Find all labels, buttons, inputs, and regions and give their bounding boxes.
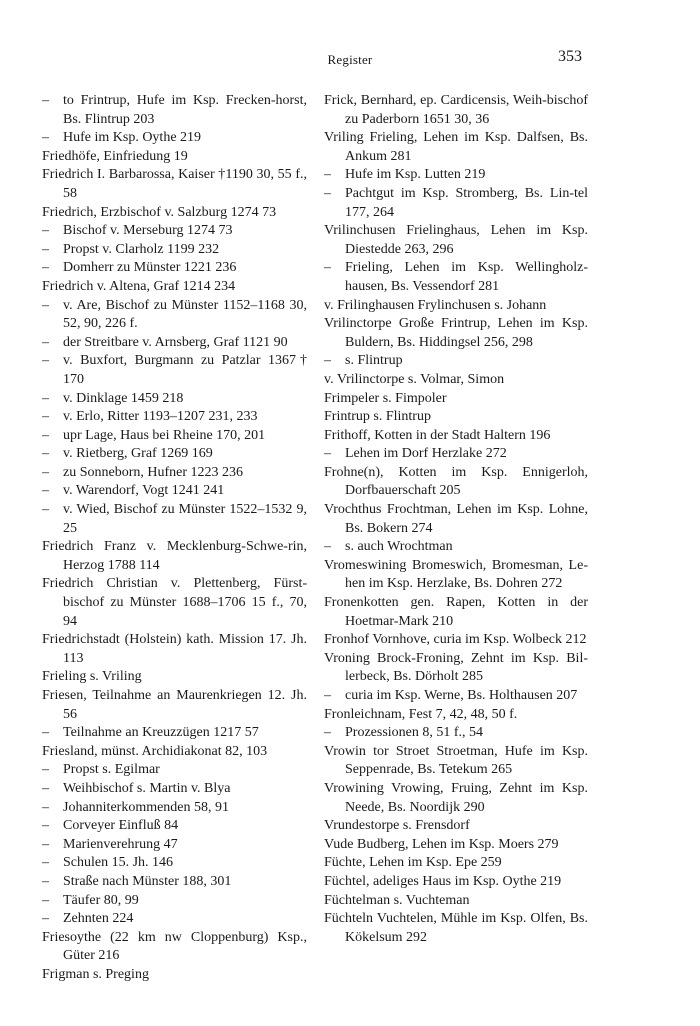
index-entry [324,408,588,427]
entry-text: Friesoythe (22 km nw Cloppenburg) Ksp., Güter 216 [42,929,307,964]
entry-text: Täufer 80, 99 [63,892,139,908]
entry-text: s. Flintrup [345,353,403,369]
subentry-dash: – [42,390,49,406]
index-subentry [324,166,588,185]
subentry-dash: – [42,223,49,239]
index-entry [324,836,588,855]
index-entry [324,817,588,836]
subentry-dash: – [42,409,49,425]
entry-text: Füchte, Lehen im Ksp. Epe 259 [324,855,502,871]
entry-text: Friesen, Teilnahme an Maurenkriegen 12. Jh. 56 [42,688,307,722]
subentry-dash: – [42,483,49,499]
index-entry [324,706,588,725]
left-column [42,92,307,985]
entry-text: s. auch Wrochtman [345,539,453,555]
subentry-dash: – [42,353,49,369]
subentry-dash: – [42,873,49,889]
entry-text: Prozessionen 8, 51 f., 54 [345,725,484,741]
index-subentry [42,892,307,911]
subentry-dash: – [42,725,49,741]
entry-text: Fronleichnam, Fest 7, 42, 48, 50 f. [324,706,518,722]
subentry-dash: – [324,539,331,555]
subentry-dash: – [324,446,331,462]
entry-text: upr Lage, Haus bei Rheine 170, 201 [63,427,266,443]
index-subentry [324,352,588,371]
entry-text: Marienverehrung 47 [63,836,178,852]
index-subentry [42,501,307,538]
index-entry [42,538,307,575]
entry-text: zu Sonneborn, Hufner 1223 236 [63,464,244,480]
index-subentry [324,445,588,464]
index-entry [324,650,588,687]
subentry-dash: – [42,446,49,462]
entry-text: v. Wied, Bischof zu Münster 1522–1532 9, 25 [63,502,307,536]
entry-text: Frohne(n), Kotten im Ksp. Ennigerloh, Dorfbauerschaft 205 [324,464,588,499]
entry-text: v. Frilinghausen Frylinchusen s. Johann [324,297,547,313]
entry-text: Bischof v. Merseburg 1274 73 [63,223,233,239]
entry-text: Frigman s. Preging [42,966,149,982]
index-entry [324,743,588,780]
index-entry [324,780,588,817]
index-subentry [42,445,307,464]
entry-text: Frieling s. Vriling [42,669,142,685]
entry-text: Füchtel, adeliges Haus im Ksp. Oythe 219 [324,873,562,889]
entry-text: Propst v. Clarholz 1199 232 [63,241,220,257]
subentry-dash: – [42,911,49,927]
right-column [324,92,588,947]
index-subentry [42,241,307,260]
subentry-dash: – [324,185,331,201]
index-subentry [42,259,307,278]
subentry-dash: – [324,353,331,369]
index-entry [324,910,588,947]
index-entry [42,929,307,966]
index-entry [42,668,307,687]
index-entry [324,854,588,873]
entry-text: v. Rietberg, Graf 1269 169 [63,446,213,462]
entry-text: der Streitbare v. Arnsberg, Graf 1121 90 [63,334,288,350]
index-entry [324,501,588,538]
subentry-dash: – [42,427,49,443]
entry-text: v. Buxfort, Burgmann zu Patzlar 1367† 170 [63,353,307,387]
subentry-dash: – [42,836,49,852]
entry-text: v. Dinklage 1459 218 [63,390,184,406]
entry-text: Weihbischof s. Martin v. Blya [63,780,231,796]
index-subentry [324,185,588,222]
entry-text: Vude Budberg, Lehen im Ksp. Moers 279 [324,836,559,852]
index-subentry [42,352,307,389]
index-entry [42,204,307,223]
entry-text: Hufe im Ksp. Lutten 219 [345,167,486,183]
subentry-dash: – [42,855,49,871]
subentry-dash: – [42,762,49,778]
entry-text: v. Vrilinctorpe s. Volmar, Simon [324,371,505,387]
entry-text: Füchteln Vuchtelen, Mühle im Ksp. Olfen, Bs. Kökelsum 292 [324,911,588,945]
entry-text: to Frintrup, Hufe im Ksp. Frecken-horst, Bs. Flintrup 203 [63,93,307,127]
entry-text: Frithoff, Kotten in der Stadt Haltern 196 [324,427,551,443]
entry-text: Friedrich, Erzbischof v. Salzburg 1274 73 [42,204,277,220]
index-entry [324,315,588,352]
index-subentry [42,222,307,241]
index-subentry [324,724,588,743]
entry-text: Corveyer Einfluß 84 [63,818,179,834]
index-entry [324,92,588,129]
index-subentry [42,817,307,836]
entry-text: Friedrich Christian v. Plettenberg, Fürst-bischof zu Münster 1688–1706 15 f., 70, 94 [42,576,307,629]
entry-text: Propst s. Egilmar [63,762,160,778]
entry-text: Straße nach Münster 188, 301 [63,873,232,889]
entry-text: v. Are, Bischof zu Münster 1152–1168 30, 52, 90, 226 f. [63,297,307,332]
index-subentry [324,538,588,557]
entry-text: Vrundestorpe s. Frensdorf [324,818,470,834]
entry-text: Frimpeler s. Fimpoler [324,390,447,406]
index-subentry [42,724,307,743]
entry-text: Lehen im Dorf Herzlake 272 [345,446,507,462]
entry-text: curia im Ksp. Werne, Bs. Holthausen 207 [345,688,578,703]
entry-text: Vrowining Vrowing, Fruing, Zehnt im Ksp. Neede, Bs. Noordijk 290 [324,780,588,815]
index-subentry [42,427,307,446]
subentry-dash: – [42,130,49,146]
subentry-dash: – [42,780,49,796]
index-subentry [42,836,307,855]
entry-text: Friedhöfe, Einfriedung 19 [42,148,188,164]
entry-text: Johanniterkommenden 58, 91 [63,799,230,815]
index-subentry [42,761,307,780]
entry-text: Zehnten 224 [63,911,134,927]
index-subentry [42,464,307,483]
page-number: 353 [558,48,582,65]
index-subentry [42,129,307,148]
index-entry [324,892,588,911]
index-entry [42,166,307,203]
subentry-dash: – [42,93,49,108]
entry-text: Pachtgut im Ksp. Stromberg, Bs. Lin-tel 177, 264 [345,185,588,220]
subentry-dash: – [42,241,49,257]
entry-text: v. Erlo, Ritter 1193–1207 231, 233 [63,409,258,425]
index-entry [324,390,588,409]
index-entry [324,594,588,631]
entry-text: Friedrich I. Barbarossa, Kaiser †1190 30, 55 f., 58 [42,167,307,201]
entry-text: Friedrichstadt (Holstein) kath. Mission 17. Jh. 113 [42,632,307,666]
entry-text: v. Warendorf, Vogt 1241 241 [63,483,225,499]
index-subentry [42,910,307,929]
index-entry [42,966,307,985]
index-entry [324,557,588,594]
index-entry [324,222,588,259]
index-entry [42,575,307,631]
entry-text: Vriling Frieling, Lehen im Ksp. Dalfsen, Bs. Ankum 281 [324,130,588,164]
entry-text: Fronhof Vornhove, curia im Ksp. Wolbeck 212 [324,632,587,648]
entry-text: Füchtelman s. Vuchteman [324,892,470,908]
entry-text: Vrilinchusen Frielinghaus, Lehen im Ksp. Diestedde 263, 296 [324,223,588,257]
subentry-dash: – [42,260,49,276]
entry-text: Friesland, münst. Archidiakonat 82, 103 [42,743,268,759]
subentry-dash: – [324,725,331,741]
entry-text: Hufe im Ksp. Oythe 219 [63,130,202,146]
entry-text: Vromeswining Bromeswich, Bromesman, Le-hen im Ksp. Herzlake, Bs. Dohren 272 [324,557,588,592]
entry-text: Frieling, Lehen im Ksp. Wellingholz-hausen, Bs. Vessendorf 281 [345,260,588,294]
index-subentry [42,92,307,129]
index-subentry [42,390,307,409]
subentry-dash: – [42,892,49,908]
index-subentry [42,873,307,892]
entry-text: Teilnahme an Kreuzzügen 1217 57 [63,725,259,741]
subentry-dash: – [42,799,49,815]
subentry-dash: – [42,818,49,834]
index-entry [42,687,307,724]
index-subentry [42,482,307,501]
entry-text: Domherr zu Münster 1221 236 [63,260,237,276]
index-entry [324,631,588,650]
entry-text: Fronenkotten gen. Rapen, Kotten in der Hoetmar-Mark 210 [324,595,588,629]
subentry-dash: – [42,297,49,313]
index-entry [324,427,588,446]
subentry-dash: – [324,260,331,276]
index-subentry [42,799,307,818]
subentry-dash: – [42,334,49,350]
entry-text: Vroning Brock-Froning, Zehnt im Ksp. Bil-lerbeck, Bs. Dörholt 285 [324,650,588,685]
entry-text: Friedrich Franz v. Mecklenburg-Schwe-rin, Herzog 1788 114 [42,539,307,573]
subentry-dash: – [324,688,331,703]
index-subentry [42,780,307,799]
index-subentry [324,687,588,706]
index-entry [324,297,588,316]
index-entry [42,278,307,297]
entry-text: Schulen 15. Jh. 146 [63,855,174,871]
subentry-dash: – [42,464,49,480]
entry-text: Frick, Bernhard, ep. Cardicensis, Weih-bischof zu Paderborn 1651 30, 36 [324,93,588,127]
entry-text: Vrochthus Frochtman, Lehen im Ksp. Lohne, Bs. Bokern 274 [324,502,588,536]
index-entry [42,631,307,668]
index-entry [324,371,588,390]
entry-text: Frintrup s. Flintrup [324,409,431,425]
entry-text: Vrowin tor Stroet Stroetman, Hufe im Ksp. Seppenrade, Bs. Tetekum 265 [324,743,588,778]
index-subentry [42,408,307,427]
index-subentry [324,259,588,296]
entry-text: Vrilinctorpe Große Frintrup, Lehen im Ksp. Buldern, Bs. Hiddingsel 256, 298 [324,316,588,350]
index-subentry [42,854,307,873]
index-entry [324,129,588,166]
subentry-dash: – [324,167,331,183]
subentry-dash: – [42,502,49,518]
index-entry [42,743,307,762]
index-entry [324,464,588,501]
index-subentry [42,334,307,353]
index-entry [324,873,588,892]
running-header: Register [327,52,373,67]
index-entry [42,148,307,167]
entry-text: Friedrich v. Altena, Graf 1214 234 [42,278,236,294]
index-subentry [42,297,307,334]
